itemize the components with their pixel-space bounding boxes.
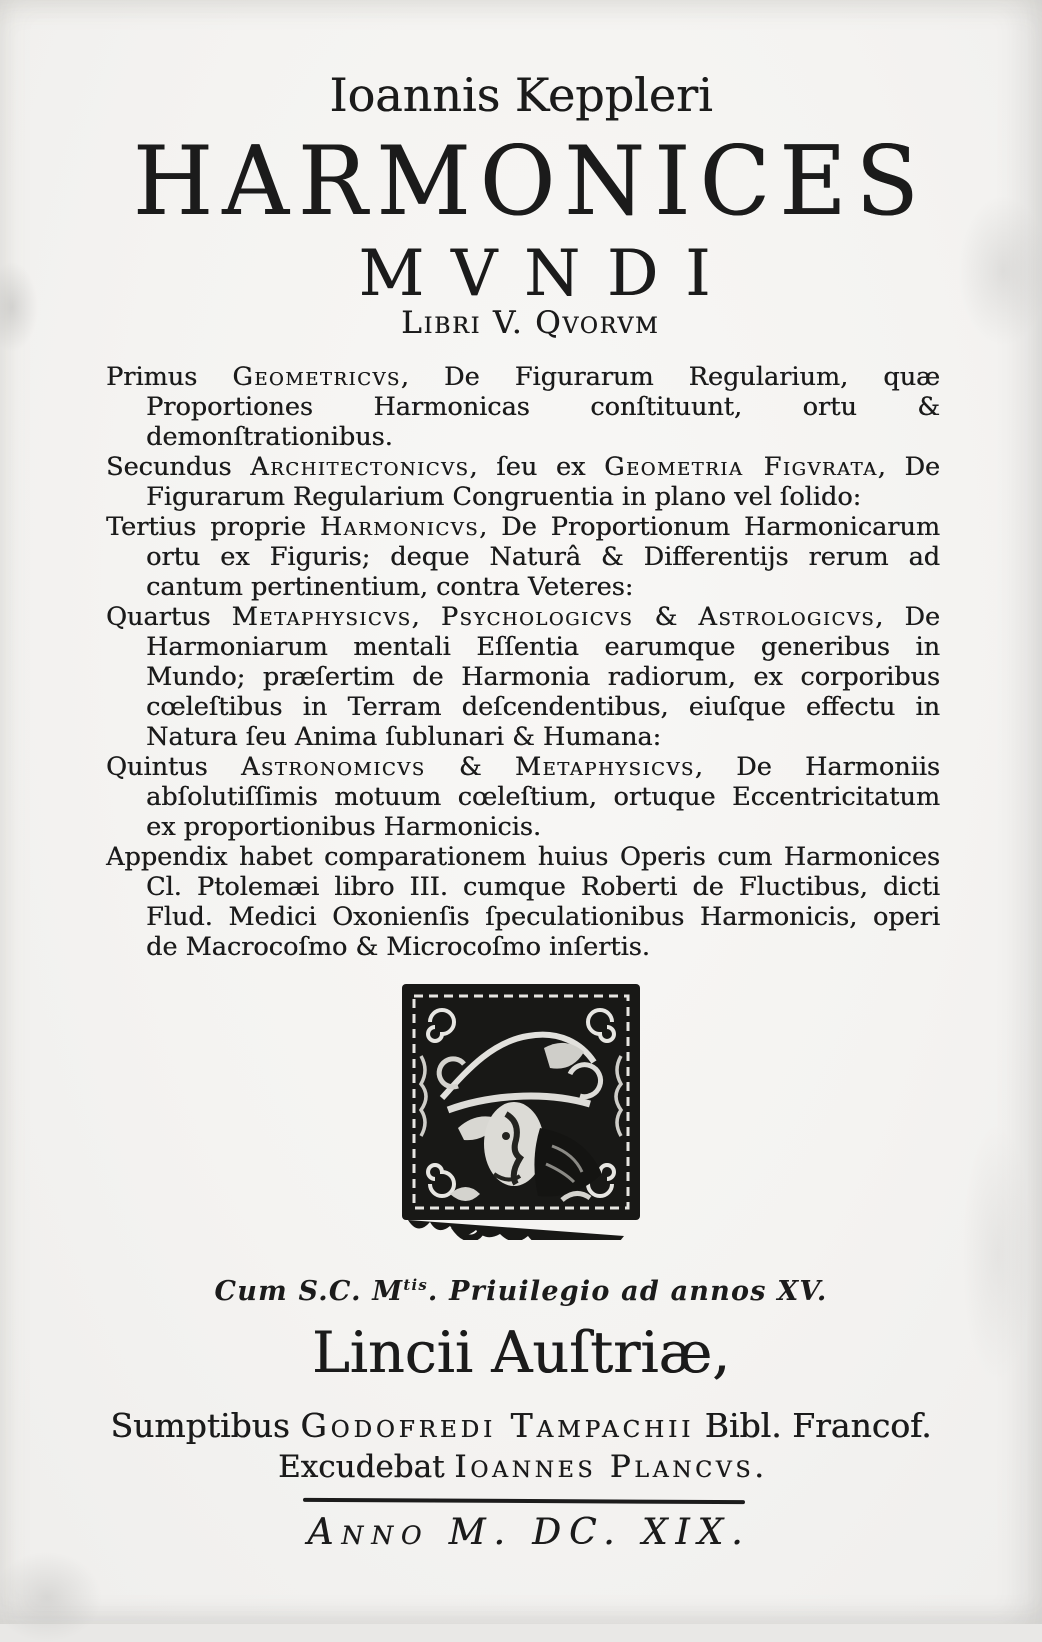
small-caps-text: Godofredi Tampachii	[300, 1406, 695, 1445]
text-run: Quartus	[106, 602, 232, 632]
woodcut-ornament-icon	[394, 978, 648, 1240]
text-run: , De Harmoniis abſolutiſſimis motuum cœleſtium, ortuque Eccentricitatum ex proportionibus Harmonicis.	[146, 752, 940, 842]
small-caps-text: Architectonicvs	[250, 452, 470, 482]
book-title-main: HARMONICES	[132, 125, 928, 238]
text-run: Excudebat	[278, 1449, 455, 1485]
small-caps-text: Metaphysicvs	[514, 752, 695, 782]
small-caps-text: Ioannes Plancvs	[454, 1449, 755, 1485]
text-run: , De Harmoniarum mentali Eſſentia earumque generibus in Mundo; præſertim de Harmonia radiorum, ex corporibus cœleſtibus in Terram deſcendentibus, eiuſque effectu in Natura ſeu Anima ſublunari & Humana:	[146, 602, 940, 752]
text-run: Bibl. Francof.	[694, 1406, 932, 1445]
text-run: Sumptibus	[110, 1406, 301, 1445]
text-run: Primus	[106, 362, 233, 392]
book-contents-list	[106, 362, 940, 962]
text-run: Appendix habet comparationem huius Operis cum Harmonices Cl. Ptolemæi libro III. cumque Roberti de Fluctibus, dicti Flud. Medici Oxonienſis ſpeculationibus Harmonicis, operi de Macrocoſmo & Microcoſmo inſertis.	[106, 842, 940, 962]
toc-entry-appendix	[106, 842, 940, 962]
subtitle-libri-quorum: Libri V. Qvorvm	[401, 305, 660, 341]
small-caps-text: Geometricvs	[232, 362, 401, 392]
text-run: , De Proportionum Harmonicarum ortu ex Figuris; deque Naturâ & Differentijs rerum ad cantum pertinentium, contra Veteres:	[146, 512, 941, 602]
toc-entry-quintus	[106, 752, 940, 842]
small-caps-text: Astronomicvs	[240, 752, 426, 782]
text-run: , De Figurarum Regularium, quæ Proportiones Harmonicas conſtituunt, ortu & demonſtrationibus.	[146, 362, 940, 452]
toc-entry-secundus	[106, 452, 940, 512]
scan-smudge	[0, 1552, 102, 1642]
author-line: Ioannis Keppleri	[329, 68, 713, 122]
small-caps-text: Metaphysicvs	[231, 602, 412, 632]
imprint-printer	[0, 1449, 1042, 1485]
text-run: Secundus	[106, 452, 251, 482]
text-run: Quintus	[106, 752, 241, 782]
text-run: Tertius proprie	[106, 512, 320, 542]
horizontal-rule	[303, 1498, 745, 1504]
woodcut-ornament	[0, 978, 1042, 1244]
text-run: , ſeu ex	[469, 452, 605, 482]
privilege-prefix: Cum S.C. M	[214, 1276, 404, 1307]
imprint-publisher	[0, 1406, 1042, 1445]
toc-entry-tertius	[106, 512, 940, 602]
privilege-suffix: . Priuilegio ad annos XV.	[427, 1276, 828, 1307]
toc-entry-primus	[106, 362, 940, 452]
toc-entry-quartus	[106, 602, 940, 752]
imprint-year: Anno M. DC. XIX.	[307, 1512, 751, 1553]
text-run: , De Figurarum Regularium Congruentia in plano vel ſolido:	[146, 452, 940, 512]
book-title-sub: MVNDI	[358, 237, 738, 311]
small-caps-text: Geometria Figvrata	[604, 452, 878, 482]
text-run: ,	[411, 602, 441, 632]
text-run: .	[754, 1449, 764, 1485]
privilege-superscript: tis	[403, 1276, 428, 1294]
privilege-line	[0, 1276, 1042, 1307]
small-caps-text: Astrologicvs	[698, 602, 876, 632]
small-caps-text: Psychologicvs	[440, 602, 634, 632]
text-run: &	[425, 752, 515, 782]
text-run: &	[633, 602, 699, 632]
imprint-place: Lincii Auſtriæ,	[311, 1320, 731, 1386]
small-caps-text: Harmonicvs	[319, 512, 480, 542]
